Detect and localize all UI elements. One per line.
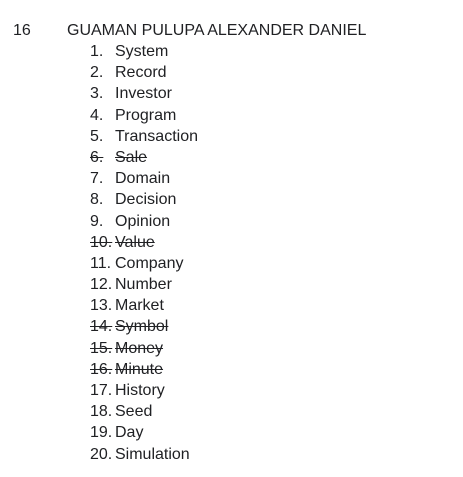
list-item xyxy=(90,211,198,232)
list-item-number: 19. xyxy=(90,424,113,442)
list-item-struck xyxy=(90,147,198,168)
list-item-text: Money xyxy=(115,339,164,357)
list-item xyxy=(90,126,198,147)
list-item xyxy=(90,83,198,104)
list-item-text: Program xyxy=(115,106,177,124)
row-number: 16 xyxy=(13,22,31,39)
list-item-struck xyxy=(90,359,198,380)
list-item-text: Domain xyxy=(115,170,171,188)
list-item-text: Minute xyxy=(115,360,164,378)
list-item-text: Record xyxy=(115,64,167,82)
list-item-number: 6. xyxy=(90,148,104,166)
list-item-number: 14. xyxy=(90,318,113,336)
list-item xyxy=(90,105,198,126)
list-item-text: History xyxy=(115,382,165,399)
list-item-text: Day xyxy=(115,424,144,442)
list-item-text: Simulation xyxy=(115,445,190,463)
list-item xyxy=(90,62,198,83)
list-item-text: Investor xyxy=(115,85,172,103)
list-item-number: 5. xyxy=(90,127,104,145)
list-item-struck xyxy=(90,316,198,337)
list-item-text: Opinion xyxy=(115,212,171,230)
list-item-number: 13. xyxy=(90,297,113,315)
list-item-text: Company xyxy=(115,254,184,272)
list-item-number: 4. xyxy=(90,106,104,124)
list-item-number: 18. xyxy=(90,403,113,421)
list-item-number: 20. xyxy=(90,445,113,463)
list-item-number: 3. xyxy=(90,85,104,103)
list-item xyxy=(90,274,198,295)
list-item xyxy=(90,380,198,401)
list-item-number: 10. xyxy=(90,233,113,251)
list-item-number: 2. xyxy=(90,64,104,82)
student-name: GUAMAN PULUPA ALEXANDER DANIEL xyxy=(67,22,367,39)
list-item xyxy=(90,189,198,210)
list-item xyxy=(90,41,198,62)
list-item-number: 11. xyxy=(90,254,112,272)
word-list xyxy=(90,41,198,465)
list-item-text: Market xyxy=(115,297,164,315)
list-item xyxy=(90,401,198,422)
list-item-text: Decision xyxy=(115,191,177,209)
list-item-number: 9. xyxy=(90,212,104,230)
list-item-number: 12. xyxy=(90,276,113,294)
list-item-text: Transaction xyxy=(115,127,198,145)
list-item-text: Sale xyxy=(115,148,148,166)
list-item-number: 1. xyxy=(90,43,104,60)
list-item-struck xyxy=(90,338,198,359)
list-item-number: 17. xyxy=(90,382,113,399)
list-item xyxy=(90,422,198,443)
list-item-text: Seed xyxy=(115,403,153,421)
list-item-number: 8. xyxy=(90,191,104,209)
list-item-number: 16. xyxy=(90,360,113,378)
list-item xyxy=(90,253,198,274)
list-item-text: Number xyxy=(115,276,172,294)
list-item-number: 15. xyxy=(90,339,113,357)
list-item xyxy=(90,295,198,316)
list-item xyxy=(90,168,198,189)
list-item-text: Value xyxy=(115,233,155,251)
list-item-struck xyxy=(90,232,198,253)
list-item-text: System xyxy=(115,43,169,60)
list-item-text: Symbol xyxy=(115,318,169,336)
list-item xyxy=(90,444,198,465)
list-item-number: 7. xyxy=(90,170,104,188)
